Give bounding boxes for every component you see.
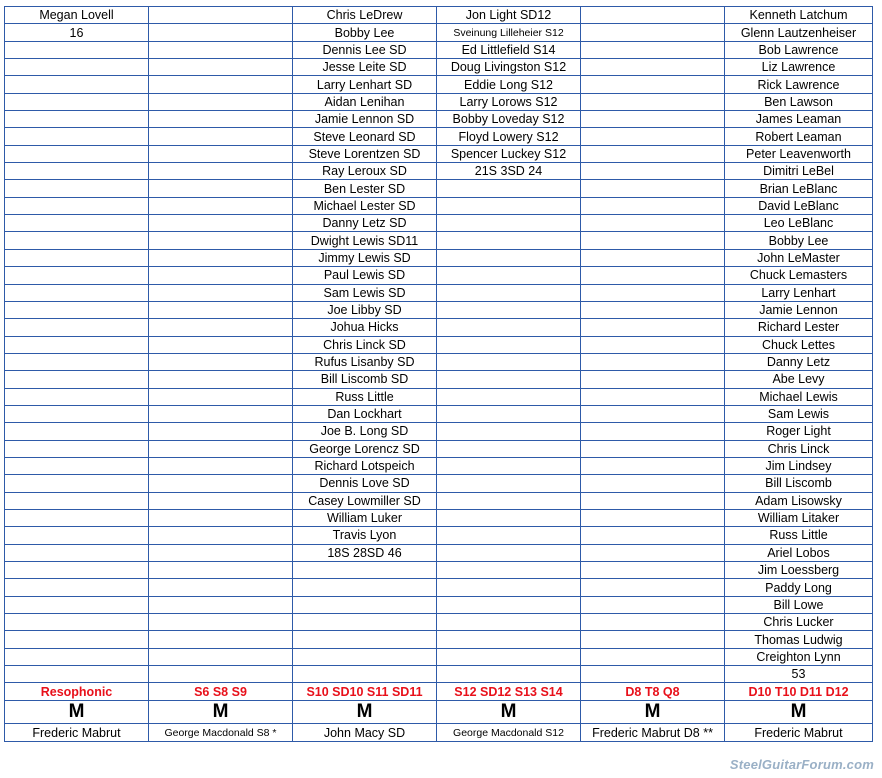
name-cell — [437, 388, 581, 405]
table-row — [5, 197, 873, 214]
name-cell — [437, 180, 581, 197]
name-cell: 16 — [5, 24, 149, 41]
roster-table — [4, 6, 873, 742]
name-cell — [149, 492, 293, 509]
name-cell: Larry Lenhart — [725, 284, 873, 301]
name-cell: Chuck Lettes — [725, 336, 873, 353]
name-cell — [149, 579, 293, 596]
name-cell — [293, 666, 437, 683]
name-cell: Paddy Long — [725, 579, 873, 596]
name-cell: Russ Little — [293, 388, 437, 405]
category-row-cell: Resophonic — [5, 683, 149, 701]
footer-row-cell: John Macy SD — [293, 724, 437, 742]
name-cell — [437, 423, 581, 440]
name-cell — [5, 509, 149, 526]
name-cell — [581, 475, 725, 492]
name-cell — [581, 232, 725, 249]
name-cell: Bobby Lee — [293, 24, 437, 41]
name-cell — [437, 353, 581, 370]
table-row — [5, 388, 873, 405]
name-cell — [581, 163, 725, 180]
name-cell — [5, 475, 149, 492]
name-cell: Steve Leonard SD — [293, 128, 437, 145]
name-cell — [581, 7, 725, 24]
table-row — [5, 475, 873, 492]
name-cell — [5, 111, 149, 128]
name-cell — [581, 197, 725, 214]
table-row — [5, 579, 873, 596]
footer-row-cell: Frederic Mabrut — [5, 724, 149, 742]
name-cell — [149, 562, 293, 579]
name-cell — [581, 145, 725, 162]
name-cell — [437, 336, 581, 353]
table-row — [5, 562, 873, 579]
name-cell — [581, 267, 725, 284]
letter-row-cell: M — [149, 701, 293, 724]
name-cell: Ray Leroux SD — [293, 163, 437, 180]
table-row — [5, 440, 873, 457]
name-cell — [437, 666, 581, 683]
name-cell — [149, 215, 293, 232]
name-cell: Joe Libby SD — [293, 301, 437, 318]
name-cell — [149, 440, 293, 457]
name-cell: Dennis Love SD — [293, 475, 437, 492]
name-cell — [5, 93, 149, 110]
name-cell — [149, 371, 293, 388]
name-cell: Rufus Lisanby SD — [293, 353, 437, 370]
name-cell — [149, 232, 293, 249]
name-cell — [437, 197, 581, 214]
name-cell — [581, 631, 725, 648]
table-row — [5, 527, 873, 544]
name-cell — [149, 423, 293, 440]
name-cell — [581, 353, 725, 370]
name-cell — [293, 631, 437, 648]
name-cell — [581, 41, 725, 58]
name-cell — [437, 579, 581, 596]
name-cell: David LeBlanc — [725, 197, 873, 214]
name-cell: Brian LeBlanc — [725, 180, 873, 197]
name-cell: 21S 3SD 24 — [437, 163, 581, 180]
table-row — [5, 284, 873, 301]
name-cell — [149, 24, 293, 41]
name-cell: Travis Lyon — [293, 527, 437, 544]
table-row — [5, 59, 873, 76]
name-cell: Michael Lewis — [725, 388, 873, 405]
name-cell — [581, 319, 725, 336]
name-cell — [149, 614, 293, 631]
name-cell — [437, 215, 581, 232]
table-row — [5, 614, 873, 631]
name-cell — [149, 648, 293, 665]
name-cell: Eddie Long S12 — [437, 76, 581, 93]
name-cell — [5, 267, 149, 284]
name-cell — [5, 371, 149, 388]
name-cell — [581, 215, 725, 232]
table-row — [5, 492, 873, 509]
letter-row-cell: M — [581, 701, 725, 724]
name-cell — [5, 492, 149, 509]
name-cell: Michael Lester SD — [293, 197, 437, 214]
name-cell — [581, 579, 725, 596]
name-cell: Ariel Lobos — [725, 544, 873, 561]
name-cell — [581, 423, 725, 440]
table-row — [5, 76, 873, 93]
name-cell: Chris Linck — [725, 440, 873, 457]
name-cell: William Luker — [293, 509, 437, 526]
name-cell — [149, 544, 293, 561]
name-cell — [5, 284, 149, 301]
name-cell — [5, 562, 149, 579]
name-cell — [5, 249, 149, 266]
name-cell — [437, 596, 581, 613]
name-cell — [293, 579, 437, 596]
name-cell — [5, 41, 149, 58]
name-cell: William Litaker — [725, 509, 873, 526]
name-cell: Sveinung Lilleheier S12 — [437, 24, 581, 41]
name-cell — [293, 648, 437, 665]
name-cell — [149, 76, 293, 93]
name-cell — [293, 596, 437, 613]
table-row — [5, 544, 873, 561]
name-cell — [149, 388, 293, 405]
name-cell — [581, 111, 725, 128]
name-cell: Richard Lotspeich — [293, 457, 437, 474]
name-cell — [581, 388, 725, 405]
name-cell — [581, 180, 725, 197]
name-cell — [437, 509, 581, 526]
name-cell — [437, 284, 581, 301]
name-cell: Danny Letz — [725, 353, 873, 370]
name-cell — [149, 284, 293, 301]
name-cell: Jesse Leite SD — [293, 59, 437, 76]
name-cell: Bobby Loveday S12 — [437, 111, 581, 128]
name-cell — [581, 544, 725, 561]
name-cell: Floyd Lowery S12 — [437, 128, 581, 145]
table-row — [5, 319, 873, 336]
name-cell: Sam Lewis — [725, 405, 873, 422]
name-cell — [149, 301, 293, 318]
name-cell — [437, 249, 581, 266]
name-cell — [5, 215, 149, 232]
name-cell: Jim Loessberg — [725, 562, 873, 579]
table-row — [5, 648, 873, 665]
table-row — [5, 232, 873, 249]
name-cell: Larry Lenhart SD — [293, 76, 437, 93]
table-row — [5, 41, 873, 58]
name-cell: Leo LeBlanc — [725, 215, 873, 232]
name-cell — [5, 666, 149, 683]
name-cell: Adam Lisowsky — [725, 492, 873, 509]
name-cell: Dan Lockhart — [293, 405, 437, 422]
name-cell: Casey Lowmiller SD — [293, 492, 437, 509]
name-cell — [5, 631, 149, 648]
name-cell — [437, 457, 581, 474]
name-cell: James Leaman — [725, 111, 873, 128]
name-cell — [437, 544, 581, 561]
name-cell — [5, 579, 149, 596]
name-cell: Dwight Lewis SD11 — [293, 232, 437, 249]
name-cell: Jimmy Lewis SD — [293, 249, 437, 266]
name-cell — [5, 180, 149, 197]
name-cell: Steve Lorentzen SD — [293, 145, 437, 162]
site-watermark: SteelGuitarForum.com — [729, 757, 874, 772]
name-cell — [5, 405, 149, 422]
table-row — [5, 24, 873, 41]
name-cell — [149, 59, 293, 76]
name-cell — [149, 475, 293, 492]
footer-row — [5, 724, 873, 742]
name-cell: Joe B. Long SD — [293, 423, 437, 440]
name-cell — [149, 128, 293, 145]
name-cell — [149, 93, 293, 110]
name-cell — [5, 440, 149, 457]
name-cell — [5, 319, 149, 336]
name-cell — [581, 249, 725, 266]
name-cell — [437, 648, 581, 665]
name-cell — [5, 145, 149, 162]
name-cell — [5, 596, 149, 613]
name-cell: Robert Leaman — [725, 128, 873, 145]
name-cell — [5, 648, 149, 665]
name-cell — [149, 353, 293, 370]
name-cell: Roger Light — [725, 423, 873, 440]
category-row-cell: S12 SD12 S13 S14 — [437, 683, 581, 701]
table-row — [5, 267, 873, 284]
name-cell — [149, 509, 293, 526]
name-cell — [437, 319, 581, 336]
name-cell: Chuck Lemasters — [725, 267, 873, 284]
footer-row-cell: Frederic Mabrut — [725, 724, 873, 742]
name-cell: Russ Little — [725, 527, 873, 544]
name-cell: Bob Lawrence — [725, 41, 873, 58]
name-cell: Bill Lowe — [725, 596, 873, 613]
category-row-cell: D8 T8 Q8 — [581, 683, 725, 701]
name-cell: Creighton Lynn — [725, 648, 873, 665]
name-cell — [149, 336, 293, 353]
name-cell: Jon Light SD12 — [437, 7, 581, 24]
name-cell — [149, 596, 293, 613]
table-row — [5, 128, 873, 145]
name-cell — [581, 527, 725, 544]
name-cell: Abe Levy — [725, 371, 873, 388]
name-cell — [581, 284, 725, 301]
name-cell — [437, 371, 581, 388]
name-cell — [149, 111, 293, 128]
name-cell: Glenn Lautzenheiser — [725, 24, 873, 41]
name-cell: Johua Hicks — [293, 319, 437, 336]
name-cell — [5, 163, 149, 180]
letter-row-cell: M — [5, 701, 149, 724]
name-cell: Ed Littlefield S14 — [437, 41, 581, 58]
name-cell — [581, 457, 725, 474]
name-cell — [5, 232, 149, 249]
name-cell — [5, 128, 149, 145]
name-cell: Dimitri LeBel — [725, 163, 873, 180]
name-cell: Bill Liscomb — [725, 475, 873, 492]
name-cell — [437, 614, 581, 631]
name-cell: Kenneth Latchum — [725, 7, 873, 24]
name-cell — [581, 596, 725, 613]
table-row — [5, 249, 873, 266]
name-cell: Sam Lewis SD — [293, 284, 437, 301]
name-cell: Bobby Lee — [725, 232, 873, 249]
name-cell — [149, 249, 293, 266]
name-cell — [437, 492, 581, 509]
name-cell — [581, 301, 725, 318]
name-cell — [293, 562, 437, 579]
table-row — [5, 353, 873, 370]
name-cell — [437, 405, 581, 422]
table-row — [5, 301, 873, 318]
name-cell — [581, 666, 725, 683]
name-cell — [5, 336, 149, 353]
table-row — [5, 457, 873, 474]
name-cell — [437, 267, 581, 284]
name-cell: Jim Lindsey — [725, 457, 873, 474]
table-row — [5, 180, 873, 197]
name-cell — [581, 562, 725, 579]
name-cell — [437, 475, 581, 492]
name-cell — [581, 492, 725, 509]
table-row — [5, 93, 873, 110]
letter-row-cell: M — [725, 701, 873, 724]
name-cell: Aidan Lenihan — [293, 93, 437, 110]
name-cell — [5, 527, 149, 544]
table-row — [5, 596, 873, 613]
table-row — [5, 7, 873, 24]
name-cell — [149, 41, 293, 58]
table-row — [5, 631, 873, 648]
name-cell: Danny Letz SD — [293, 215, 437, 232]
name-cell — [5, 423, 149, 440]
name-cell: Chris Linck SD — [293, 336, 437, 353]
name-cell — [149, 163, 293, 180]
name-cell: Chris Lucker — [725, 614, 873, 631]
category-row — [5, 683, 873, 701]
name-cell — [5, 76, 149, 93]
table-row — [5, 111, 873, 128]
name-cell: George Lorencz SD — [293, 440, 437, 457]
name-cell: Thomas Ludwig — [725, 631, 873, 648]
name-cell: Spencer Luckey S12 — [437, 145, 581, 162]
name-cell: Chris LeDrew — [293, 7, 437, 24]
table-row — [5, 666, 873, 683]
name-cell — [149, 180, 293, 197]
name-cell — [5, 301, 149, 318]
table-row — [5, 371, 873, 388]
name-cell — [149, 319, 293, 336]
name-cell: Ben Lawson — [725, 93, 873, 110]
name-cell — [149, 267, 293, 284]
name-cell — [149, 145, 293, 162]
name-cell — [581, 336, 725, 353]
name-cell — [437, 631, 581, 648]
name-cell: Jamie Lennon SD — [293, 111, 437, 128]
name-cell: Megan Lovell — [5, 7, 149, 24]
name-cell — [5, 614, 149, 631]
name-cell: Bill Liscomb SD — [293, 371, 437, 388]
name-cell — [581, 440, 725, 457]
letter-row-cell: M — [293, 701, 437, 724]
name-cell: Liz Lawrence — [725, 59, 873, 76]
table-row — [5, 336, 873, 353]
name-cell — [149, 527, 293, 544]
name-cell — [5, 457, 149, 474]
letter-row — [5, 701, 873, 724]
name-cell: 53 — [725, 666, 873, 683]
name-cell — [581, 614, 725, 631]
name-cell: Richard Lester — [725, 319, 873, 336]
table-row — [5, 405, 873, 422]
name-cell — [437, 301, 581, 318]
category-row-cell: D10 T10 D11 D12 — [725, 683, 873, 701]
name-cell — [5, 197, 149, 214]
footer-row-cell: George Macdonald S8 * — [149, 724, 293, 742]
category-row-cell: S10 SD10 S11 SD11 — [293, 683, 437, 701]
table-row — [5, 509, 873, 526]
name-cell — [437, 440, 581, 457]
name-cell — [581, 371, 725, 388]
name-cell — [149, 405, 293, 422]
name-cell — [149, 666, 293, 683]
name-cell — [581, 59, 725, 76]
table-row — [5, 215, 873, 232]
name-cell — [581, 648, 725, 665]
name-cell — [437, 232, 581, 249]
footer-row-cell: George Macdonald S12 — [437, 724, 581, 742]
name-cell — [581, 76, 725, 93]
name-cell: Peter Leavenworth — [725, 145, 873, 162]
table-row — [5, 145, 873, 162]
name-cell: 18S 28SD 46 — [293, 544, 437, 561]
category-row-cell: S6 S8 S9 — [149, 683, 293, 701]
name-cell — [581, 93, 725, 110]
name-cell — [5, 544, 149, 561]
name-cell — [149, 457, 293, 474]
name-cell — [149, 197, 293, 214]
name-cell: Doug Livingston S12 — [437, 59, 581, 76]
name-cell — [149, 631, 293, 648]
name-cell: Paul Lewis SD — [293, 267, 437, 284]
name-cell — [5, 353, 149, 370]
name-cell — [581, 24, 725, 41]
footer-row-cell: Frederic Mabrut D8 ** — [581, 724, 725, 742]
table-row — [5, 163, 873, 180]
name-cell — [581, 128, 725, 145]
name-cell: Rick Lawrence — [725, 76, 873, 93]
name-cell — [437, 527, 581, 544]
name-cell — [293, 614, 437, 631]
name-cell — [581, 509, 725, 526]
name-cell: Jamie Lennon — [725, 301, 873, 318]
name-cell — [5, 59, 149, 76]
table-row — [5, 423, 873, 440]
name-cell: Ben Lester SD — [293, 180, 437, 197]
name-cell — [437, 562, 581, 579]
name-cell: Larry Lorows S12 — [437, 93, 581, 110]
name-cell — [149, 7, 293, 24]
letter-row-cell: M — [437, 701, 581, 724]
name-cell — [5, 388, 149, 405]
name-cell: John LeMaster — [725, 249, 873, 266]
name-cell — [581, 405, 725, 422]
name-cell: Dennis Lee SD — [293, 41, 437, 58]
